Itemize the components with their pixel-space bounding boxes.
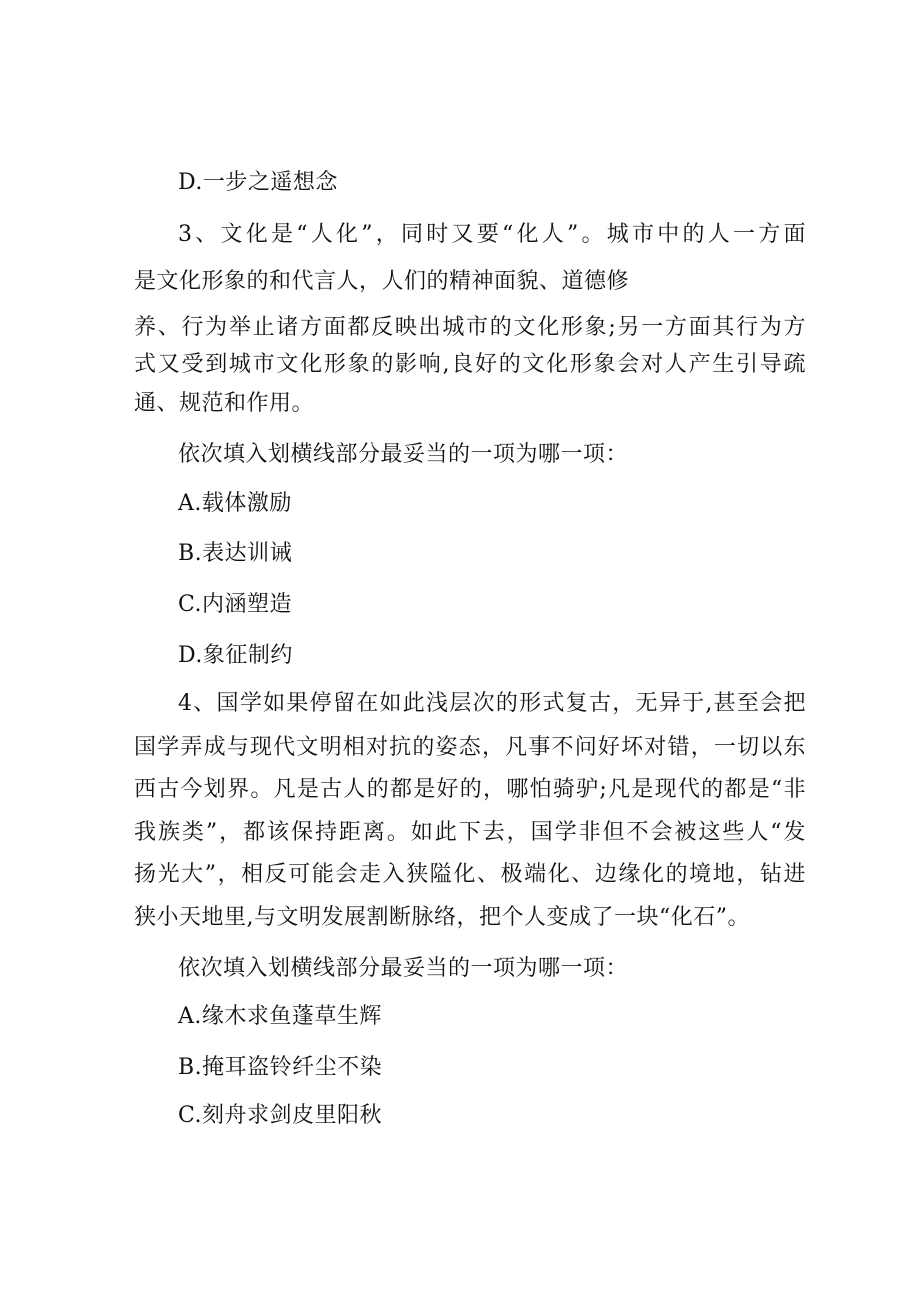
q4-option-a: A.缘木求鱼蓬草生辉 [178,1004,382,1029]
prev-option-d: D.一步之遥想念 [178,170,338,195]
q3-paragraph-line: 通、规范和作用。 [134,391,315,416]
q4-paragraph-line: 狭小天地里,与文明发展割断脉络，把个人变成了一块“化石”。 [134,905,750,930]
q4-option-c: C.刻舟求剑皮里阳秋 [178,1103,383,1128]
q3-option-c: C.内涵塑造 [178,592,293,617]
q3-paragraph-line: 式又受到城市文化形象的影响,良好的文化形象会对人产生引导疏 [134,352,806,377]
q4-paragraph-line: 西古今划界。凡是古人的都是好的，哪怕骑驴;凡是现代的都是“非 [134,777,806,802]
q3-option-d: D.象征制约 [178,643,293,668]
q4-paragraph-line: 4、国学如果停留在如此浅层次的形式复古，无异于,甚至会把 [178,691,806,716]
q3-prompt: 依次填入划横线部分最妥当的一项为哪一项： [178,442,629,467]
q4-prompt: 依次填入划横线部分最妥当的一项为哪一项： [178,956,629,981]
q4-paragraph-line: 我族类”，都该保持距离。如此下去，国学非但不会被这些人“发 [134,820,806,845]
q4-option-b: B.掩耳盗铃纤尘不染 [178,1055,383,1080]
q3-paragraph-line: 3、文化是“人化”，同时又要“化人”。城市中的人一方面 [178,222,806,247]
q3-paragraph-line: 养、行为举止诸方面都反映出城市的文化形象;另一方面其行为方 [134,315,806,340]
q4-paragraph-line: 扬光大”，相反可能会走入狭隘化、极端化、边缘化的境地，钻进 [134,862,806,887]
q4-paragraph-line: 国学弄成与现代文明相对抗的姿态，凡事不问好坏对错，一切以东 [134,735,806,760]
q3-option-a: A.载体激励 [178,491,292,516]
q3-option-b: B.表达训诫 [178,541,293,566]
q3-paragraph-line: 是文化形象的和代言人，人们的精神面貌、道德修 [134,269,630,294]
